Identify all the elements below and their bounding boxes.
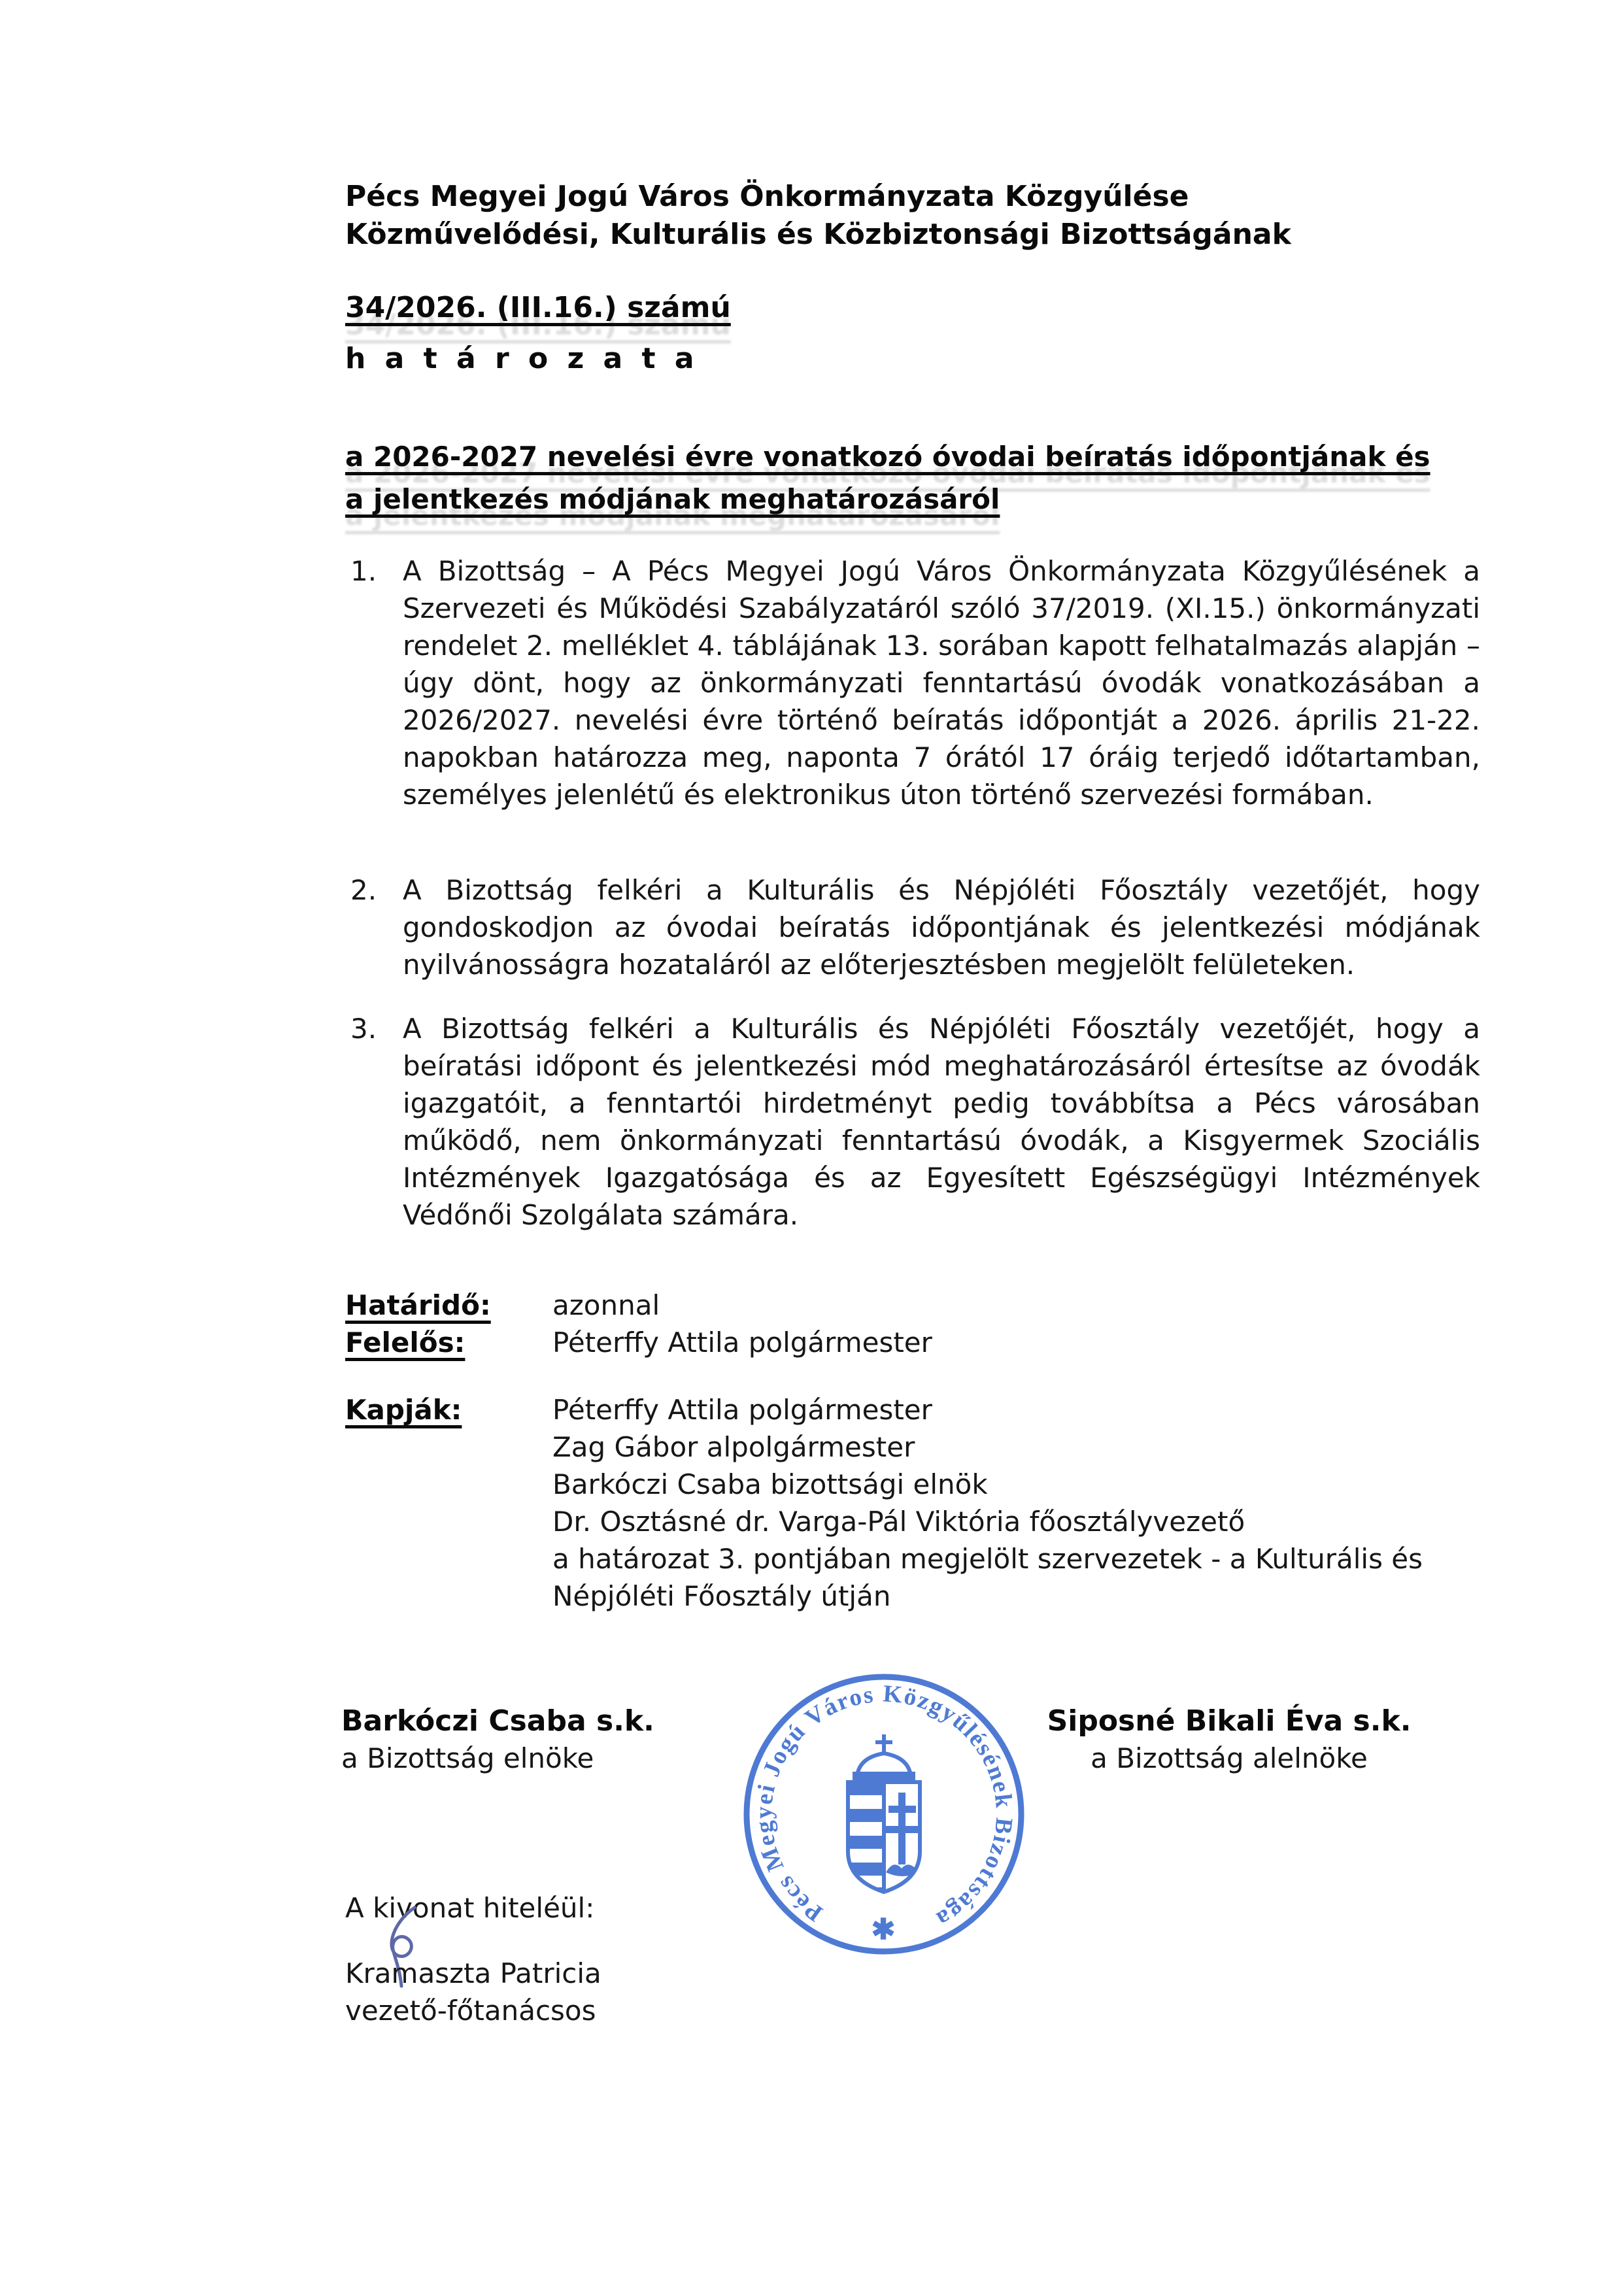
item-text: A Bizottság – A Pécs Megyei Jogú Város Önkormányzata Közgyűlésének a Szervezeti és Működési Szabályzatáról szóló 37/2019. (XI.15.) önkormányzati rendelet 2. melléklet 4. táblájának 13. sorában kapott felhatalmazás alapján – úgy dönt, hogy az önkormányzati fenntartású óvodák vonatkozásában a 2026/2027. nevelési évre történő beíratás időpontját a 2026. április 21-22. napokban határozza meg, naponta 7 órától 17 óráig terjedő időtartamban, személyes jelenlétű és elektronikus úton történő szervezési formában. (403, 555, 1480, 811)
resolution-item-1 (350, 552, 1480, 813)
responsible-value: Péterffy Attila polgármester (552, 1326, 932, 1358)
signature-left (341, 1702, 707, 1777)
recipient-item: Barkóczi Csaba bizottsági elnök (552, 1468, 988, 1500)
item-number: 3. (350, 1013, 377, 1045)
signer-name-left: Barkóczi Csaba s.k. (341, 1704, 654, 1738)
signer-title-left: a Bizottság elnöke (341, 1742, 594, 1774)
coat-of-arms-icon (848, 1734, 920, 1894)
resolution-word: h a t á r o z a t a (345, 342, 699, 375)
clerk-title: vezető-főtanácsos (345, 1995, 596, 2027)
signer-title-right: a Bizottság alelnöke (1091, 1742, 1368, 1774)
item-number: 1. (350, 555, 377, 587)
deadline-row (345, 1287, 1478, 1324)
resolution-item-2 (350, 871, 1480, 983)
recipients-label: Kapják: (345, 1394, 462, 1426)
clerk-name: Kramaszta Patricia (345, 1957, 601, 1989)
attestation-label: A kivonat hiteléül: (345, 1892, 595, 1924)
resolution-number: 34/2026. (III.16.) számú (345, 291, 731, 324)
responsible-label: Felelős: (345, 1326, 465, 1358)
recipients-block (345, 1391, 1478, 1615)
official-stamp-graphic (737, 1667, 1031, 1961)
recipient-item: Dr. Osztásné dr. Varga-Pál Viktória főosztályvezető (552, 1506, 1245, 1538)
resolution-item-3 (350, 1010, 1480, 1234)
header-org-line2: Közművelődési, Kulturális és Közbiztonsági Bizottságának (345, 218, 1291, 251)
recipient-item: a határozat 3. pontjában megjelölt szervezetek - a Kulturális és Népjóléti Főosztály útján (552, 1543, 1423, 1612)
official-stamp (737, 1667, 1031, 1961)
item-text: A Bizottság felkéri a Kulturális és Népjóléti Főosztály vezetőjét, hogy gondoskodjon az óvodai beíratás időpontjának és jelentkezési módjának nyilvánosságra hozataláról az előterjesztésben megjelölt felületeken. (403, 874, 1480, 981)
signer-name-right: Siposné Bikali Éva s.k. (1047, 1704, 1412, 1738)
subject-line1: a 2026-2027 nevelési évre vonatkozó óvodai beíratás időpontjának és (345, 441, 1430, 473)
stamp-ring-text: Pécs Megyei Jogú Város Közgyűlésének Bizottsága (750, 1680, 1018, 1933)
responsible-row (345, 1324, 1478, 1361)
subject-line2: a jelentkezés módjának meghatározásáról (345, 483, 1000, 515)
item-number: 2. (350, 874, 377, 906)
recipient-item: Péterffy Attila polgármester (552, 1394, 932, 1426)
deadline-value: azonnal (552, 1289, 660, 1321)
deadline-label: Határidő: (345, 1289, 491, 1321)
item-text: A Bizottság felkéri a Kulturális és Népjóléti Főosztály vezetőjét, hogy a beíratási időpont és jelentkezési mód meghatározásáról értesítse az óvodák igazgatóit, a fenntartói hirdetményt pedig továbbítsa a Pécs városában működő, nem önkormányzati fenntartású óvodák, a Kisgyermek Szociális Intézmények Igazgatósága és az Egyesített Egészségügyi Intézmények Védőnői Szolgálata számára. (403, 1013, 1480, 1231)
stamp-star-icon: ✱ (871, 1914, 897, 1946)
signature-right (1040, 1702, 1419, 1777)
recipient-item: Zag Gábor alpolgármester (552, 1431, 915, 1463)
header-org-line1: Pécs Megyei Jogú Város Önkormányzata Közgyűlése (345, 180, 1189, 213)
